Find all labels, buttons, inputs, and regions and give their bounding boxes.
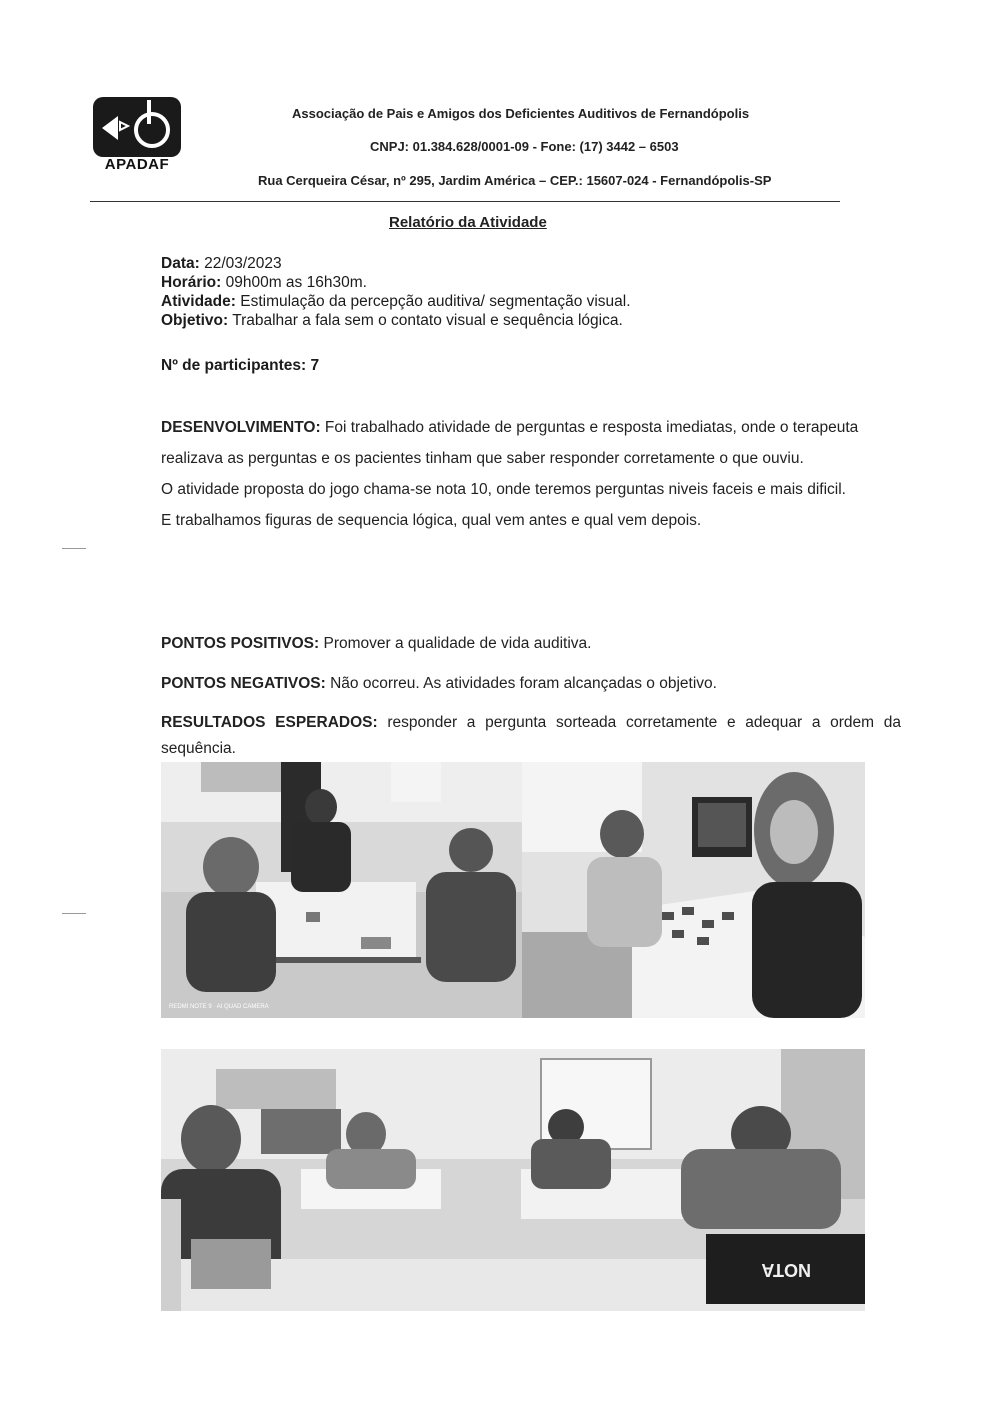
address-line: Rua Cerqueira César, nº 295, Jardim América – CEP.: 15607-024 - Fernandópolis-SP	[258, 173, 772, 188]
activity-photo-2	[522, 762, 865, 1018]
header-divider	[90, 201, 840, 202]
date-label: Data:	[161, 255, 200, 272]
apadaf-logo	[92, 96, 182, 178]
negatives-section	[161, 668, 901, 699]
activity-value: Estimulação da percepção auditiva/ segmentação visual.	[235, 293, 631, 310]
negatives-text: Não ocorreu. As atividades foram alcançadas o objetivo.	[325, 675, 717, 692]
development-paragraph-2: O atividade proposta do jogo chama-se nota 10, onde teremos perguntas niveis faceis e mais dificil.	[161, 481, 846, 498]
results-text: responder a pergunta sorteada corretamente e adequar a ordem da sequência.	[161, 714, 902, 757]
negatives-label: PONTOS NEGATIVOS:	[161, 675, 326, 692]
activity-photo-3	[161, 1049, 865, 1311]
scan-mark	[62, 913, 86, 914]
time-row	[161, 273, 631, 292]
logo-label: APADAF	[104, 156, 170, 173]
ear-logo-icon	[92, 96, 182, 158]
time-value: 09h00m as 16h30m.	[221, 274, 367, 291]
development-section	[161, 412, 901, 536]
objective-row	[161, 311, 631, 330]
time-label: Horário:	[161, 274, 222, 291]
organization-name: Associação de Pais e Amigos dos Deficientes Auditivos de Fernandópolis	[292, 106, 750, 121]
activity-photo-1	[161, 762, 522, 1018]
objective-value: Trabalhar a fala sem o contato visual e sequência lógica.	[228, 312, 623, 329]
positives-label: PONTOS POSITIVOS:	[161, 635, 320, 652]
activity-info	[161, 254, 631, 330]
positives-text: Promover a qualidade de vida auditiva.	[319, 635, 592, 652]
date-value: 22/03/2023	[199, 255, 282, 272]
results-section	[161, 710, 901, 762]
photo-watermark: REDMI NOTE 9 · AI QUAD CAMERA	[169, 1004, 269, 1010]
activity-label: Atividade:	[161, 293, 236, 310]
cnpj-phone-line: CNPJ: 01.384.628/0001-09 - Fone: (17) 3442 – 6503	[370, 139, 679, 154]
results-label: RESULTADOS ESPERADOS:	[161, 714, 378, 731]
positives-section	[161, 628, 901, 659]
report-title: Relatório da Atividade	[389, 214, 547, 231]
development-paragraph-3: E trabalhamos figuras de sequencia lógica, qual vem antes e qual vem depois.	[161, 512, 702, 529]
development-text-1: Foi trabalhado atividade de perguntas e resposta imediatas, onde o terapeuta realizava as perguntas e os pacientes tinham que saber responder corretamente o que ouviu.	[161, 419, 859, 467]
development-paragraph-1	[161, 412, 901, 474]
participants-count: Nº de participantes: 7	[161, 357, 320, 374]
game-box-label: NOTA	[761, 1260, 811, 1280]
scan-mark	[62, 548, 86, 549]
date-row	[161, 254, 631, 273]
development-label: DESENVOLVIMENTO:	[161, 419, 321, 436]
activity-row	[161, 292, 631, 311]
objective-label: Objetivo:	[161, 312, 229, 329]
